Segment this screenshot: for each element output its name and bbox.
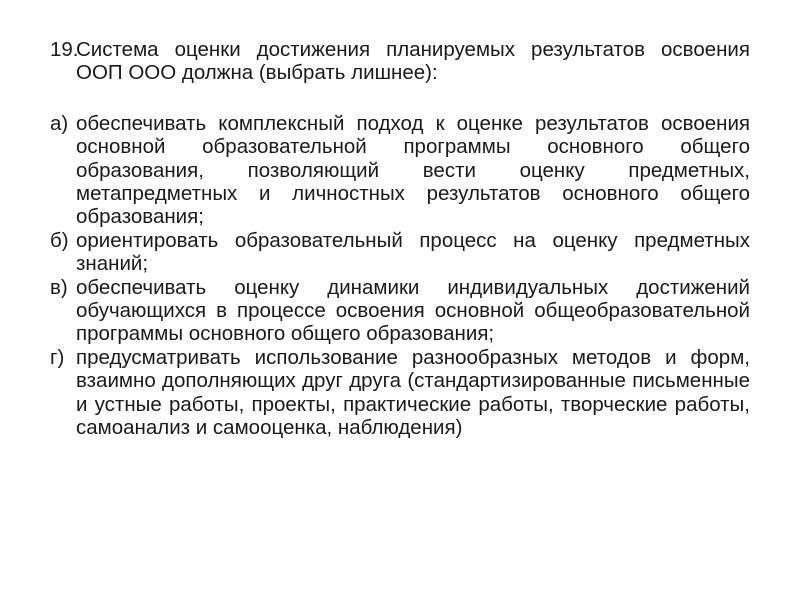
question-text: Система оценки достижения планируемых результатов освоения ООП ООО должна (выбрать лишнее):	[76, 38, 750, 85]
question	[50, 38, 750, 85]
answer-option-b	[50, 229, 750, 276]
answer-option-a	[50, 112, 750, 229]
option-text: обеспечивать оценку динамики индивидуальных достижений обучающихся в процессе освоения основной общеобразовательной программы основного общего образования;	[76, 275, 750, 346]
option-marker: а)	[50, 111, 69, 135]
option-marker: в)	[50, 275, 68, 299]
question-number: 19.	[50, 38, 79, 61]
option-text: ориентировать образовательный процесс на оценку предметных знаний;	[76, 228, 750, 276]
option-text: предусматривать использование разнообразных методов и форм, взаимно дополняющих друг друга (стандартизированные письменные и устные работы, проекты, практические работы, творческие работы, самоанализ и самооценка, наблюдения)	[76, 345, 750, 440]
slide-content	[50, 38, 750, 440]
option-text: обеспечивать комплексный подход к оценке результатов освоения основной образовательной программы основного общего образования, позволяющий вести оценку предметных, метапредметных и личностных результатов основного общего образования;	[76, 111, 750, 229]
answer-option-g	[50, 346, 750, 440]
option-marker: б)	[50, 228, 69, 252]
option-marker: г)	[50, 345, 65, 369]
answer-option-v	[50, 276, 750, 346]
